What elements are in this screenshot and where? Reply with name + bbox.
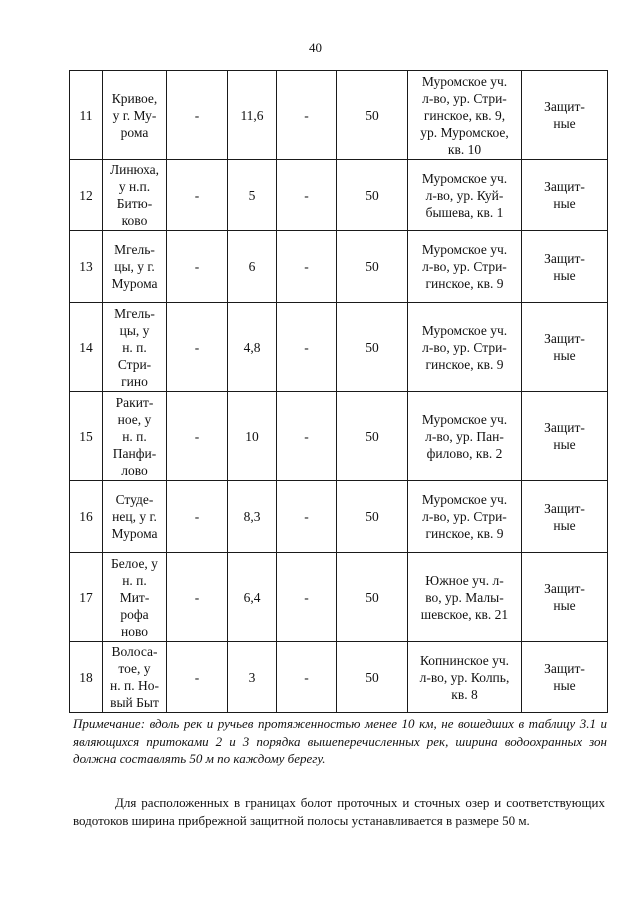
empty-value-b: - (277, 642, 337, 713)
row-number: 15 (70, 392, 103, 481)
empty-value-b: - (277, 553, 337, 642)
empty-value-a: - (167, 231, 228, 303)
zone-width: 50 (337, 71, 408, 160)
forest-category: Защит- ные (522, 481, 608, 553)
forest-location: Муромское уч. л-во, ур. Куй- бышева, кв. 1 (408, 160, 522, 231)
row-number: 16 (70, 481, 103, 553)
forest-location: Муромское уч. л-во, ур. Стри- гинское, кв. 9, ур. Муромское, кв. 10 (408, 71, 522, 160)
body-paragraph: Для расположенных в границах болот проточных и сточных озер и соответствующих водотоков ширина прибрежной защитной полосы устанавливается в размере 50 м. (73, 795, 605, 828)
forest-category: Защит- ные (522, 553, 608, 642)
water-body-name: Волоса- тое, у н. п. Но- вый Быт (103, 642, 167, 713)
table-row (70, 553, 608, 642)
water-body-name: Мгель- цы, у г. Мурома (103, 231, 167, 303)
length-value: 8,3 (228, 481, 277, 553)
forest-location: Муромское уч. л-во, ур. Стри- гинское, кв. 9 (408, 303, 522, 392)
zone-width: 50 (337, 303, 408, 392)
empty-value-b: - (277, 231, 337, 303)
zone-width: 50 (337, 553, 408, 642)
forest-category: Защит- ные (522, 160, 608, 231)
length-value: 11,6 (228, 71, 277, 160)
zone-width: 50 (337, 481, 408, 553)
zone-width: 50 (337, 160, 408, 231)
row-number: 17 (70, 553, 103, 642)
length-value: 3 (228, 642, 277, 713)
forest-location: Муромское уч. л-во, ур. Стри- гинское, кв. 9 (408, 481, 522, 553)
water-body-name: Линюха, у н.п. Битю- ково (103, 160, 167, 231)
length-value: 6,4 (228, 553, 277, 642)
forest-location: Муромское уч. л-во, ур. Пан- филово, кв. 2 (408, 392, 522, 481)
empty-value-a: - (167, 303, 228, 392)
water-body-name: Кривое, у г. Му- рома (103, 71, 167, 160)
length-value: 6 (228, 231, 277, 303)
water-body-name: Ракит- ное, у н. п. Панфи- лово (103, 392, 167, 481)
page-number: 40 (309, 40, 322, 55)
length-value: 10 (228, 392, 277, 481)
length-value: 4,8 (228, 303, 277, 392)
empty-value-b: - (277, 392, 337, 481)
empty-value-a: - (167, 160, 228, 231)
water-body-name: Студе- нец, у г. Мурома (103, 481, 167, 553)
table-row (70, 303, 608, 392)
length-value: 5 (228, 160, 277, 231)
empty-value-b: - (277, 481, 337, 553)
row-number: 14 (70, 303, 103, 392)
forest-category: Защит- ные (522, 303, 608, 392)
water-body-name: Белое, у н. п. Мит- рофа ново (103, 553, 167, 642)
row-number: 18 (70, 642, 103, 713)
empty-value-b: - (277, 160, 337, 231)
zone-width: 50 (337, 231, 408, 303)
forest-location: Муромское уч. л-во, ур. Стри- гинское, кв. 9 (408, 231, 522, 303)
empty-value-b: - (277, 303, 337, 392)
empty-value-a: - (167, 71, 228, 160)
table-row (70, 642, 608, 713)
zone-width: 50 (337, 642, 408, 713)
table-row (70, 392, 608, 481)
forest-category: Защит- ные (522, 231, 608, 303)
table-row (70, 160, 608, 231)
row-number: 13 (70, 231, 103, 303)
empty-value-a: - (167, 642, 228, 713)
zone-width: 50 (337, 392, 408, 481)
water-bodies-table (69, 70, 608, 713)
empty-value-a: - (167, 553, 228, 642)
forest-location: Южное уч. л- во, ур. Малы- шевское, кв. 21 (408, 553, 522, 642)
empty-value-b: - (277, 71, 337, 160)
water-body-name: Мгель- цы, у н. п. Стри- гино (103, 303, 167, 392)
table-row (70, 71, 608, 160)
row-number: 12 (70, 160, 103, 231)
forest-category: Защит- ные (522, 71, 608, 160)
forest-category: Защит- ные (522, 392, 608, 481)
forest-category: Защит- ные (522, 642, 608, 713)
empty-value-a: - (167, 481, 228, 553)
table-note: Примечание: вдоль рек и ручьев протяженностью менее 10 км, не вошедших в таблицу 3.1 и являющихся притоками 2 и 3 порядка вышеперечисленных рек, ширина водоохранных зон должна составлять 50 м по каждому берегу. (73, 716, 607, 766)
table-row (70, 231, 608, 303)
empty-value-a: - (167, 392, 228, 481)
row-number: 11 (70, 71, 103, 160)
table-row (70, 481, 608, 553)
forest-location: Копнинское уч. л-во, ур. Колпь, кв. 8 (408, 642, 522, 713)
